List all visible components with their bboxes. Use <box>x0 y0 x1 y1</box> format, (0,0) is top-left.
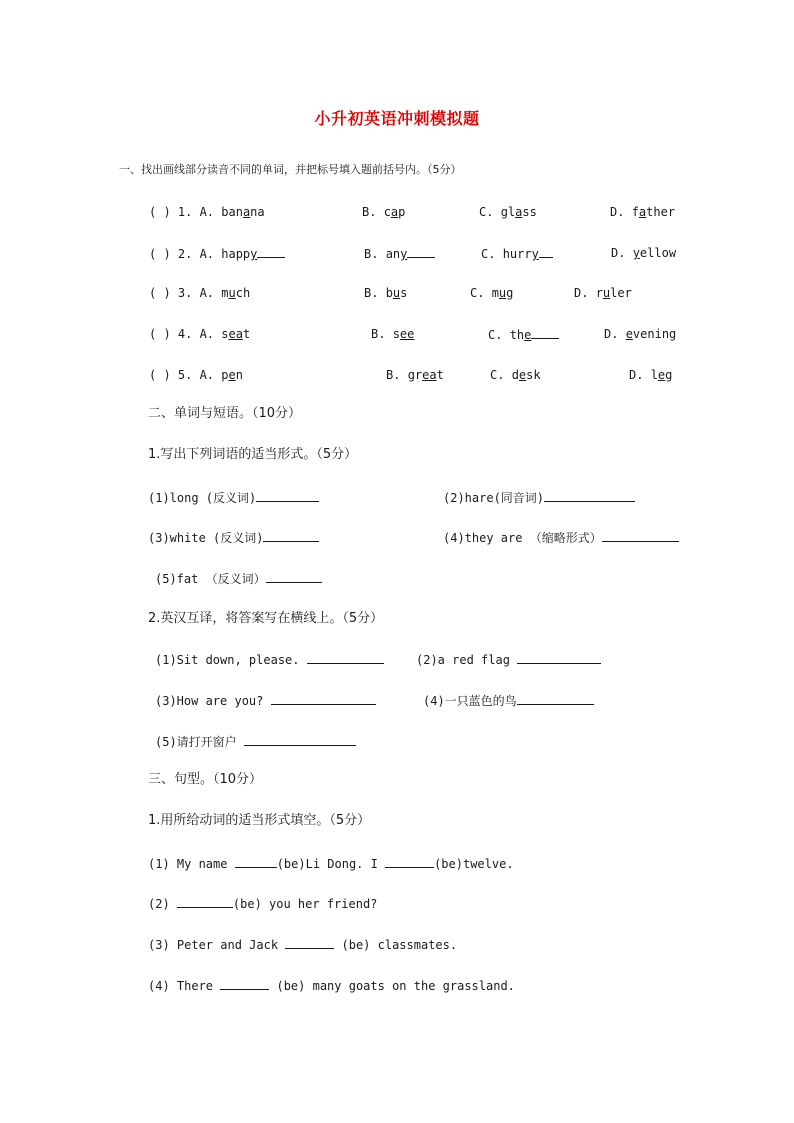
answer-blank <box>602 529 679 542</box>
verb-item-4 <box>148 977 515 994</box>
item-text: (1)long (反义词) <box>148 491 257 505</box>
word-part: gl <box>500 205 516 219</box>
answer-blank <box>177 895 233 908</box>
word-part: m <box>221 286 229 300</box>
word-part: ellow <box>639 246 677 260</box>
word-part: sk <box>526 368 541 382</box>
answer-blank <box>531 326 559 339</box>
word-part: m <box>491 286 499 300</box>
answer-blank <box>517 692 594 705</box>
verb-item-2 <box>148 895 377 912</box>
item-text: (be) many goats on the grassland. <box>269 979 515 993</box>
word-part: n <box>235 368 243 382</box>
option-d <box>574 285 632 301</box>
word-part: b <box>385 286 393 300</box>
word-form-item-3 <box>148 529 319 546</box>
answer-blank <box>256 489 319 502</box>
option-label: B. <box>362 205 384 219</box>
option-c <box>481 245 553 262</box>
section3-heading: 三、句型。（10分） <box>148 772 263 787</box>
question-prefix: ( ) 3. A. <box>149 286 222 300</box>
word-part: hurr <box>502 247 532 261</box>
option-label: D. <box>610 205 632 219</box>
question-2 <box>149 245 285 262</box>
section1-heading: 一、找出画线部分读音不同的单词，并把标号填入题前括号内。（5分） <box>119 163 462 176</box>
word-part: c <box>383 205 391 219</box>
underlined-part: a <box>390 205 399 219</box>
item-text: (5)fat （反义词） <box>155 572 266 586</box>
underlined-part: y <box>400 247 408 261</box>
item-text: (4)一只蓝色的鸟 <box>423 694 517 708</box>
question-1 <box>149 204 265 220</box>
underlined-part: u <box>498 286 507 300</box>
option-b <box>386 367 444 383</box>
word-part: g <box>665 368 673 382</box>
verb-item-1 <box>148 855 514 872</box>
option-b <box>364 245 435 262</box>
answer-blank <box>307 651 384 664</box>
underlined-part: u <box>392 286 401 300</box>
section3-sub1-heading: 1.用所给动词的适当形式填空。（5分） <box>148 813 371 828</box>
word-part: ss <box>522 205 537 219</box>
answer-blank <box>235 855 277 868</box>
word-part: ther <box>646 205 676 219</box>
option-label: B. <box>386 368 408 382</box>
word-part: p <box>398 205 406 219</box>
question-prefix: ( ) 5. A. <box>149 368 222 382</box>
item-text: (4) There <box>148 979 221 993</box>
section2-sub1-heading: 1.写出下列词语的适当形式。（5分） <box>148 447 358 462</box>
word-part: gr <box>407 368 423 382</box>
item-text: (be)twelve. <box>434 857 514 871</box>
option-label: C. <box>488 328 510 342</box>
word-part: t <box>436 368 444 382</box>
word-part: f <box>631 205 639 219</box>
option-d <box>611 245 676 261</box>
option-c <box>479 204 537 220</box>
underlined-part: e <box>518 368 527 382</box>
translate-item-4 <box>423 692 594 709</box>
option-c <box>490 367 541 383</box>
question-prefix: ( ) 4. A. <box>149 327 222 341</box>
word-part: s <box>392 327 400 341</box>
underlined-part: a <box>515 205 523 219</box>
underlined-part: y <box>632 246 640 260</box>
answer-blank <box>517 651 601 664</box>
answer-blank <box>244 733 356 746</box>
item-text: (3)How are you? <box>155 694 271 708</box>
translate-item-5 <box>155 733 356 750</box>
underlined-part: u <box>228 286 236 300</box>
option-label: D. <box>574 286 596 300</box>
question-prefix: ( ) 2. A. <box>149 247 222 261</box>
underlined-part: a <box>638 205 647 219</box>
word-part: ban <box>221 205 243 219</box>
word-part: ler <box>610 286 632 300</box>
word-part: t <box>242 327 251 341</box>
answer-blank <box>544 489 635 502</box>
underlined-part: e <box>625 327 633 341</box>
word-form-item-2 <box>443 489 635 506</box>
option-label: D. <box>629 368 651 382</box>
word-part: s <box>221 327 229 341</box>
item-text: (4)they are （缩略形式） <box>443 531 602 545</box>
option-c <box>488 326 559 343</box>
underlined-part: u <box>602 286 611 300</box>
underlined-part: a <box>242 205 251 219</box>
underlined-part: ea <box>422 368 437 382</box>
answer-blank <box>271 692 376 705</box>
item-text: (be)Li Dong. I <box>276 857 386 871</box>
answer-blank <box>285 936 334 949</box>
answer-blank <box>263 529 319 542</box>
page-title: 小升初英语冲刺模拟题 <box>314 109 480 128</box>
option-label: C. <box>490 368 512 382</box>
underlined-part: e <box>657 368 666 382</box>
underlined-part: ea <box>228 327 243 341</box>
item-text: (3)white (反义词) <box>148 531 264 545</box>
option-d <box>629 367 672 383</box>
underlined-part: ee <box>399 327 415 341</box>
translate-item-2 <box>416 651 601 668</box>
question-4 <box>149 326 250 342</box>
option-b <box>362 204 405 220</box>
answer-blank <box>257 245 285 258</box>
translate-item-1 <box>155 651 384 668</box>
answer-blank <box>407 245 435 258</box>
word-part: ch <box>235 286 251 300</box>
option-d <box>604 326 676 342</box>
word-form-item-5 <box>155 570 322 587</box>
item-text: (1)Sit down, please. <box>155 653 307 667</box>
option-label: B. <box>371 327 393 341</box>
verb-item-3 <box>148 936 457 953</box>
option-label: C. <box>479 205 501 219</box>
option-b <box>371 326 414 342</box>
word-part: vening <box>632 327 677 341</box>
item-text: (1) My name <box>148 857 235 871</box>
word-part: r <box>595 286 603 300</box>
item-text: (2) <box>148 897 177 911</box>
answer-blank <box>385 855 434 868</box>
translate-item-3 <box>155 692 376 709</box>
word-part: d <box>511 368 519 382</box>
question-5 <box>149 367 243 383</box>
underlined-part: e <box>228 368 236 382</box>
word-form-item-4 <box>443 529 679 546</box>
word-form-item-1 <box>148 489 319 506</box>
option-label: C. <box>470 286 492 300</box>
item-text: (2)hare(同音词) <box>443 491 545 505</box>
option-label: C. <box>481 247 503 261</box>
option-b <box>364 285 407 301</box>
word-part: g <box>506 286 514 300</box>
word-part: p <box>221 368 229 382</box>
underlined-part: y <box>531 247 539 261</box>
answer-blank <box>220 977 269 990</box>
section2-heading: 二、单词与短语。（10分） <box>148 406 302 421</box>
item-text: (be) you her friend? <box>232 897 378 911</box>
option-label: D. <box>604 327 626 341</box>
section2-sub2-heading: 2.英汉互译，将答案写在横线上。（5分） <box>148 611 384 626</box>
option-d <box>610 204 675 220</box>
word-part: l <box>650 368 658 382</box>
underlined-part: y <box>250 247 258 261</box>
question-3 <box>149 285 250 301</box>
option-label: D. <box>611 246 633 260</box>
underlined-part: e <box>524 328 532 342</box>
option-label: B. <box>364 286 386 300</box>
word-part: s <box>400 286 408 300</box>
item-text: (be) classmates. <box>334 938 458 952</box>
question-prefix: ( ) 1. A. <box>149 205 222 219</box>
option-label: B. <box>364 247 386 261</box>
word-part: na <box>250 205 265 219</box>
item-text: (2)a red flag <box>416 653 518 667</box>
word-part: happ <box>221 247 251 261</box>
item-text: (5)请打开窗户 <box>155 735 244 749</box>
answer-blank <box>266 570 322 583</box>
answer-blank <box>539 245 553 258</box>
word-part: an <box>385 247 401 261</box>
word-part: th <box>509 328 525 342</box>
option-c <box>470 285 513 301</box>
item-text: (3) Peter and Jack <box>148 938 286 952</box>
